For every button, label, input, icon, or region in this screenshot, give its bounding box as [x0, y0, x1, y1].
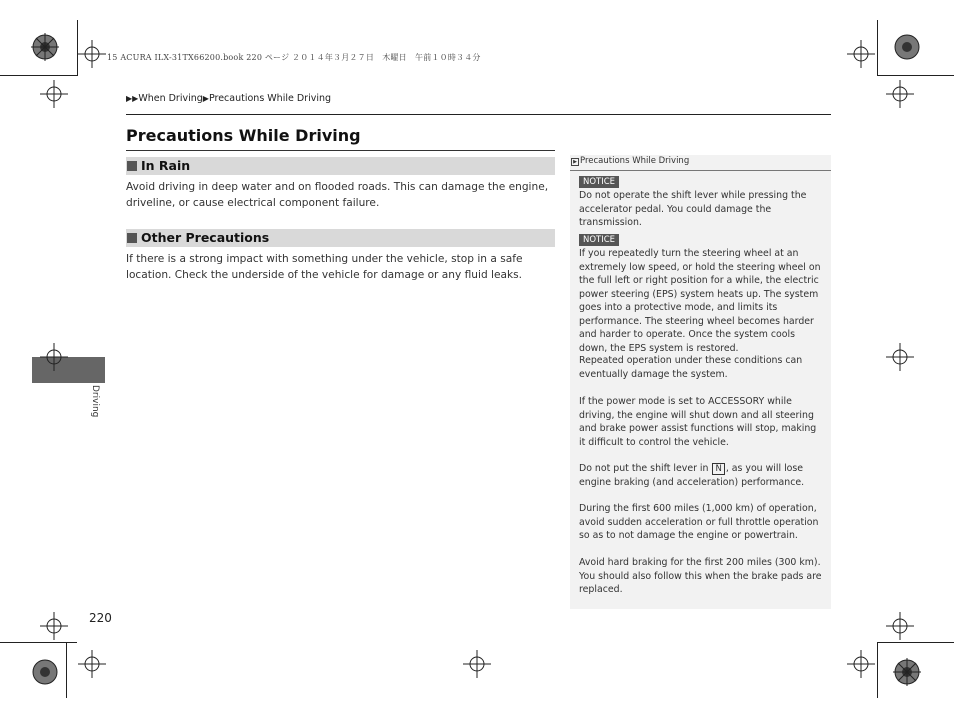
notice-text-eps: If you repeatedly turn the steering wheel at an extremely low speed, or hold the steering wheel on the full left or right position for a while, the electric power steering (EPS) system heats up. The system goes into a protective mode, and limits its performance. The steering wheel becomes harder and harder to operate. Once the system cools down, the EPS system is restored.	[579, 248, 821, 354]
section-square-icon	[127, 161, 137, 171]
crosshair-mark-icon	[40, 80, 68, 108]
trim-line	[77, 20, 78, 76]
trim-line	[877, 20, 878, 76]
breadcrumb-separator: ▶	[202, 94, 209, 103]
sidebar-reference-text: Precautions While Driving	[580, 156, 690, 166]
para-neutral-start: Do not put the shift lever in	[579, 463, 709, 474]
trim-line	[877, 642, 954, 643]
crosshair-mark-icon	[886, 343, 914, 371]
neutral-key-icon: N	[712, 463, 724, 475]
breadcrumb-link-when-driving[interactable]: When Driving	[138, 93, 203, 104]
print-file-header: 15 ACURA ILX-31TX66200.book 220 ページ ２０１４年３月２７日 木曜日 午前１０時３４分	[107, 53, 481, 62]
para-hard-braking: Avoid hard braking for the first 200 miles (300 km). You should also follow this when the brake pads are replaced.	[579, 557, 822, 595]
section-heading-text: In Rain	[141, 158, 191, 173]
para-first-600-miles: During the first 600 miles (1,000 km) of operation, avoid sudden acceleration or full throttle operation so as to not damage the engine or powertrain.	[579, 503, 819, 541]
crosshair-mark-icon	[886, 612, 914, 640]
para-neutral	[579, 462, 824, 489]
registration-starburst-icon	[28, 30, 62, 64]
section-body-other-precautions: If there is a strong impact with something under the vehicle, stop in a safe location. Check the underside of the vehicle for damage or any fluid leaks.	[126, 253, 523, 281]
trim-line	[66, 642, 67, 698]
breadcrumb-current: Precautions While Driving	[208, 93, 332, 104]
section-body-in-rain: Avoid driving in deep water and on flooded roads. This can damage the engine, driveline, or cause electrical component failure.	[126, 181, 549, 209]
notice-text-eps-repeat: Repeated operation under these conditions can eventually damage the system.	[579, 355, 803, 380]
trim-line	[877, 75, 954, 76]
breadcrumb	[126, 93, 331, 104]
para-neutral-end: , as you will lose engine braking (and acceleration) performance.	[579, 463, 805, 488]
trim-line	[0, 75, 77, 76]
crosshair-mark-icon	[78, 40, 106, 68]
section-heading-in-rain	[126, 157, 555, 175]
crosshair-mark-icon	[886, 80, 914, 108]
notice-badge: NOTICE	[579, 176, 619, 188]
sidebar-rule	[570, 170, 831, 171]
crosshair-mark-icon	[847, 40, 875, 68]
page-number: 220	[89, 611, 112, 625]
para-accessory-mode: If the power mode is set to ACCESSORY while driving, the engine will shut down and all steering and brake power assist functions will stop, making it difficult to control the vehicle.	[579, 396, 817, 448]
crosshair-mark-icon	[847, 650, 875, 678]
chapter-tab-label: Driving	[90, 385, 100, 418]
crosshair-mark-icon	[40, 612, 68, 640]
crosshair-mark-icon	[463, 650, 491, 678]
header-rule	[126, 114, 831, 115]
title-rule	[126, 150, 555, 151]
reference-arrow-icon: ▶	[571, 158, 579, 166]
section-heading-text: Other Precautions	[141, 230, 270, 245]
notice-badge: NOTICE	[579, 234, 619, 246]
registration-starburst-icon	[890, 655, 924, 689]
section-heading-other-precautions	[126, 229, 555, 247]
notice-text-shift-lever: Do not operate the shift lever while pressing the accelerator pedal. You could damage the transmission.	[579, 190, 807, 228]
crosshair-mark-icon	[78, 650, 106, 678]
registration-starburst-icon	[890, 30, 924, 64]
breadcrumb-arrows: ▶▶	[126, 94, 139, 103]
sidebar-reference[interactable]	[571, 156, 689, 166]
sidebar-notes	[570, 155, 831, 609]
page-title: Precautions While Driving	[126, 126, 361, 145]
trim-line	[877, 642, 878, 698]
registration-starburst-icon	[28, 655, 62, 689]
crosshair-mark-icon	[40, 343, 68, 371]
section-square-icon	[127, 233, 137, 243]
